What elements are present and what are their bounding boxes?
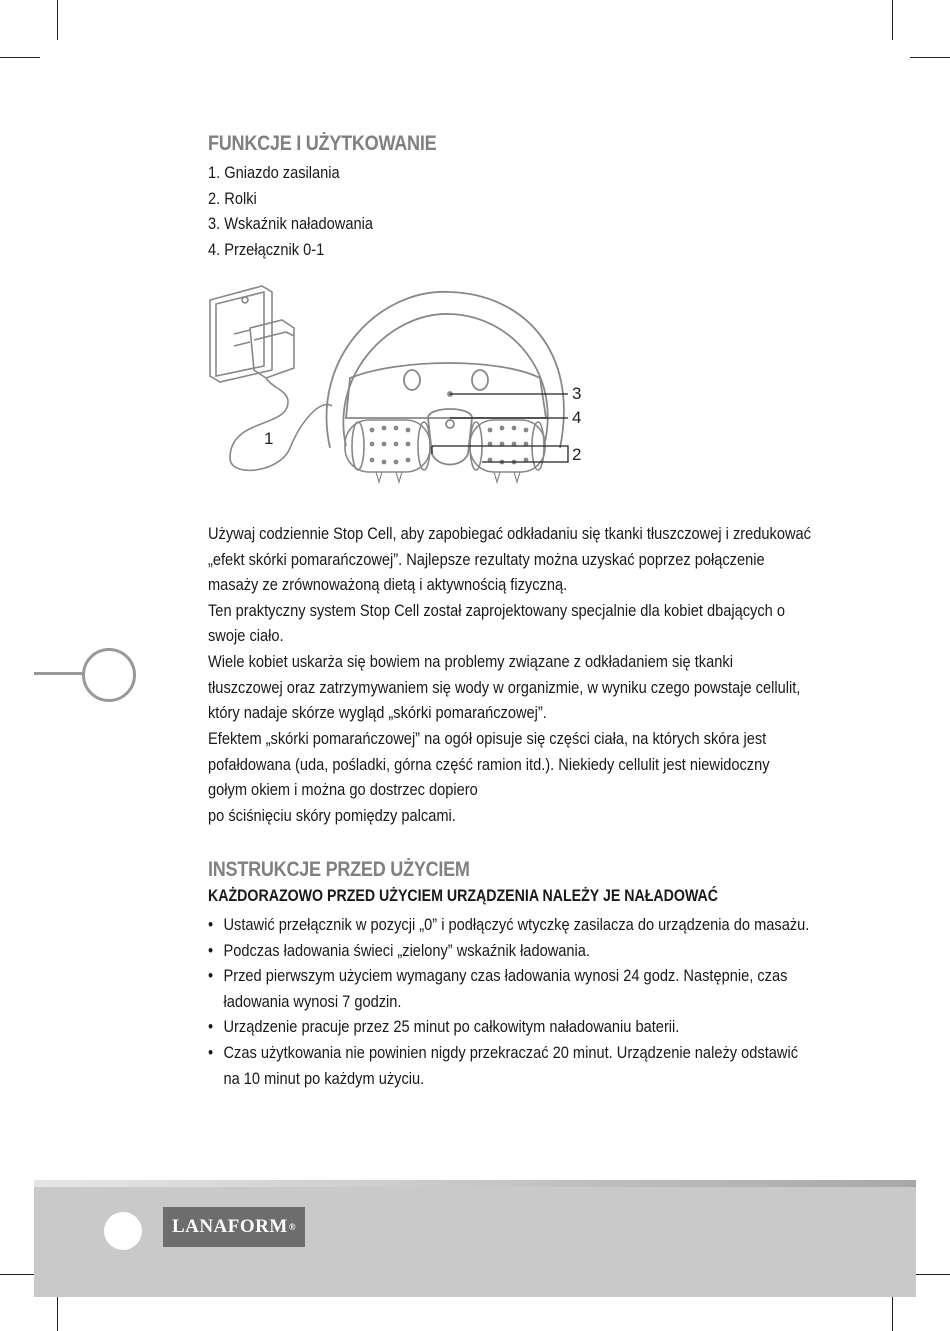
- instruction-item: [208, 963, 825, 1014]
- crop-mark: [0, 57, 40, 58]
- page-number-marker: [104, 1212, 142, 1250]
- bullet-line: Przed pierwszym użyciem wymagany czas ładowania wynosi 24 godz. Następnie, czas: [223, 966, 788, 986]
- body-line: gołym okiem i można go dostrzec dopiero: [208, 780, 478, 799]
- body-line: „efekt skórki pomarańczowej”. Najlepsze rezultaty można uzyskać poprzez połączenie: [208, 550, 765, 569]
- body-line: pofałdowana (uda, pośladki, górna część ramion itd.). Niekiedy cellulit jest niewidoczny: [208, 755, 770, 774]
- body-line: Efektem „skórki pomarańczowej” na ogół opisuje się części ciała, na których skóra jest: [208, 729, 767, 748]
- instructions-title: INSTRUKCJE PRZED UŻYCIEM: [208, 858, 470, 881]
- brand-logo: [163, 1207, 305, 1247]
- body-line: Wiele kobiet uskarża się bowiem na problemy związane z odkładaniem się tkanki: [208, 652, 733, 671]
- bullet-dot: •: [208, 940, 214, 960]
- bullet-line: Urządzenie pracuje przez 25 minut po całkowitym naładowaniu baterii.: [223, 1017, 680, 1037]
- body-line: swoje ciało.: [208, 626, 284, 645]
- crop-mark: [892, 1291, 893, 1331]
- power-adapter-icon: [230, 320, 332, 470]
- bullet-dot: •: [208, 1042, 214, 1062]
- instruction-item: [208, 938, 825, 964]
- bullet-line: Czas użytkowania nie powinien nigdy przekraczać 20 minut. Urządzenie należy odstawić: [223, 1042, 799, 1062]
- feature-item: 1. Gniazdo zasilania: [208, 163, 340, 182]
- wall-socket-icon: [210, 286, 272, 382]
- instruction-list: [208, 912, 926, 1091]
- crop-mark: [910, 1274, 950, 1275]
- product-diagram: [200, 278, 600, 498]
- bullet-line: Ustawić przełącznik w pozycji „0” i podłączyć wtyczkę zasilacza do urządzenia do masażu.: [223, 915, 810, 934]
- callout-label: 4: [572, 408, 582, 427]
- bullet-line: Podczas ładowania świeci „zielony” wskaźnik ładowania.: [223, 940, 590, 960]
- feature-list: [208, 160, 400, 262]
- footer-rule: [34, 1180, 916, 1187]
- feature-item: 4. Przełącznik 0-1: [208, 239, 325, 259]
- crop-mark: [57, 1291, 58, 1331]
- registered-mark: ®: [288, 1222, 297, 1232]
- body-line: który nadaje skórze wygląd „skórki pomarańczowej”.: [208, 703, 547, 722]
- instruction-item: [208, 1040, 825, 1091]
- body-line: masaży ze zrównoważoną dietą i aktywnością fizyczną.: [208, 575, 568, 594]
- body-line: Ten praktyczny system Stop Cell został zaprojektowany specjalnie dla kobiet dbających o: [208, 601, 785, 620]
- callout-line: [432, 446, 568, 462]
- crop-mark: [892, 0, 893, 40]
- body-line: po ściśnięciu skóry pomiędzy palcami.: [208, 806, 456, 825]
- instruction-item: [208, 912, 825, 938]
- instruction-item: [208, 1014, 825, 1040]
- bullet-dot: •: [208, 1017, 214, 1037]
- brand-name: LANAFORM: [171, 1216, 288, 1237]
- instructions-subtitle: KAŻDORAZOWO PRZED UŻYCIEM URZĄDZENIA NALEŻY JE NAŁADOWAĆ: [208, 887, 719, 905]
- body-line: Używaj codziennie Stop Cell, aby zapobiegać odkładaniu się tkanki tłuszczowej i zredukować: [208, 524, 811, 543]
- roller-icon: [345, 420, 545, 482]
- callout-label: 3: [572, 384, 582, 403]
- side-tab-marker: [82, 648, 136, 702]
- bullet-line: na 10 minut po każdym użyciu.: [223, 1068, 425, 1088]
- body-line: tłuszczowej oraz zatrzymywaniem się wody w organizmie, w wyniku czego powstaje cellulit,: [208, 678, 801, 697]
- callout-label: 2: [572, 445, 582, 464]
- callout-label: 1: [264, 429, 274, 448]
- bullet-dot: •: [208, 915, 214, 934]
- bullet-dot: •: [208, 966, 214, 986]
- crop-mark: [57, 0, 58, 40]
- functions-title: FUNKCJE I UŻYTKOWANIE: [208, 132, 437, 155]
- massager-device-icon: [327, 292, 564, 465]
- feature-item: 3. Wskaźnik naładowania: [208, 214, 373, 233]
- feature-item: 2. Rolki: [208, 188, 257, 208]
- bullet-line: ładowania wynosi 7 godzin.: [223, 991, 402, 1011]
- crop-mark: [910, 57, 950, 58]
